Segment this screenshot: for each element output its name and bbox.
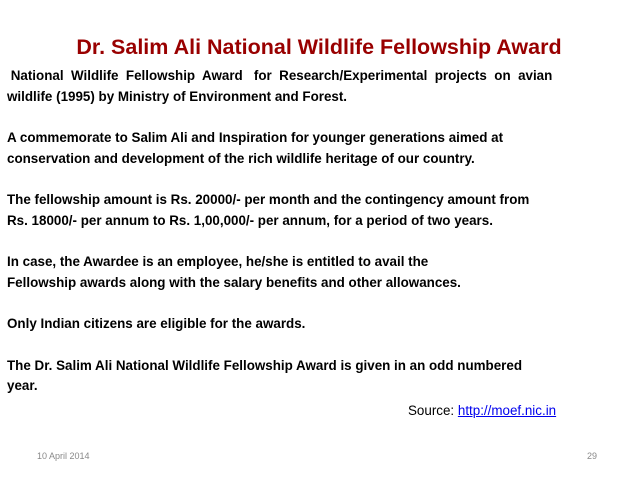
footer-page-number: 29 [587, 451, 598, 461]
paragraph-line: A commemorate to Salim Ali and Inspiration for younger generations aimed at [7, 130, 504, 145]
paragraph-line: In case, the Awardee is an employee, he/she is entitled to avail the [7, 254, 429, 269]
paragraph-line: The Dr. Salim Ali National Wildlife Fellowship Award is given in an odd numbered [7, 357, 522, 373]
paragraph-gap [7, 231, 631, 252]
slide-body [7, 66, 631, 397]
source-citation [408, 402, 556, 420]
paragraph-odd-year [7, 356, 631, 397]
paragraph-line: year. [7, 378, 38, 393]
paragraph-gap [7, 169, 631, 190]
source-link[interactable]: http://moef.nic.in [457, 403, 557, 418]
paragraph-line: wildlife (1995) by Ministry of Environment and Forest. [7, 88, 348, 104]
paragraph-line: The fellowship amount is Rs. 20000/- per month and the contingency amount from [7, 192, 530, 207]
paragraph-gap [7, 335, 631, 356]
paragraph-fellowship-amount [7, 190, 631, 231]
paragraph-employee-awardee [7, 252, 631, 293]
paragraph-line: Fellowship awards along with the salary benefits and other allowances. [7, 274, 461, 290]
paragraph-line: conservation and development of the rich wildlife heritage of our country. [7, 150, 475, 166]
slide-title: Dr. Salim Ali National Wildlife Fellowship Award [76, 35, 562, 59]
paragraph-award-description [7, 66, 631, 107]
source-label: Source: [408, 403, 458, 418]
footer-date: 10 April 2014 [37, 451, 90, 461]
paragraph-line: Only Indian citizens are eligible for the awards. [7, 316, 306, 331]
paragraph-gap [7, 293, 631, 314]
paragraph-commemoration [7, 128, 631, 169]
paragraph-line: Rs. 18000/- per annum to Rs. 1,00,000/- per annum, for a period of two years. [7, 212, 493, 228]
paragraph-eligibility [7, 314, 631, 335]
paragraph-gap [7, 107, 631, 128]
paragraph-line: National Wildlife Fellowship Award for Research/Experimental projects on avian [7, 68, 553, 83]
